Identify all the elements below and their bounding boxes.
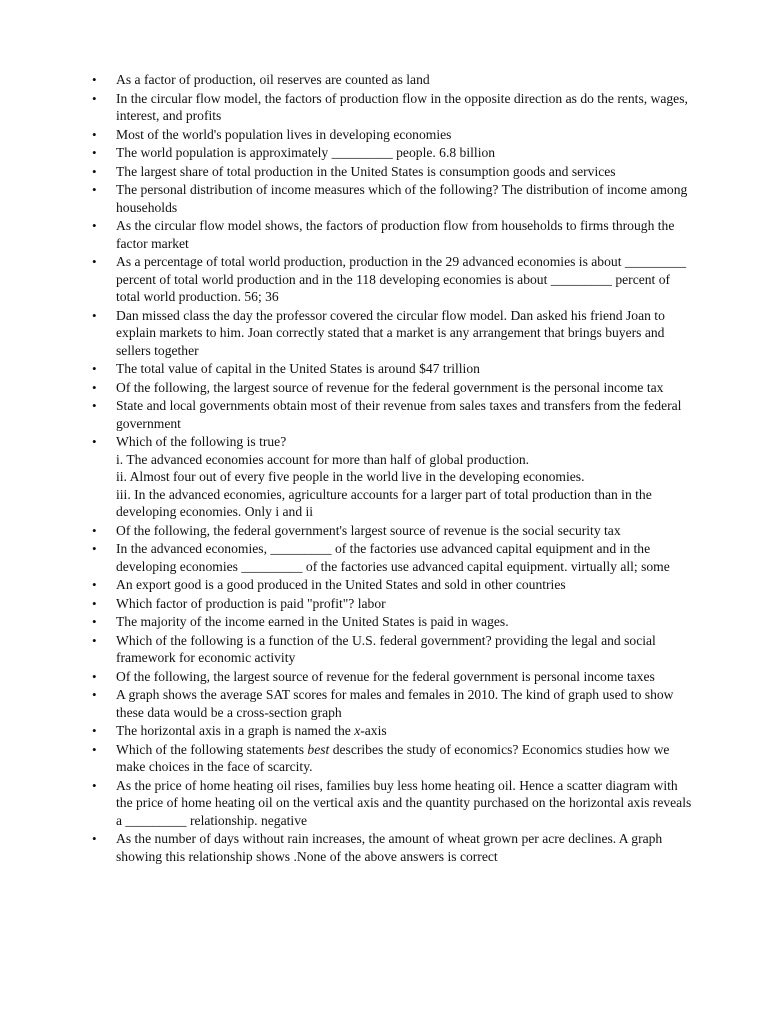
bullet-marker: • xyxy=(92,632,97,648)
list-item xyxy=(92,722,696,740)
list-item xyxy=(92,632,696,667)
bullet-marker: • xyxy=(92,90,97,106)
list-item xyxy=(92,613,696,631)
item-text: The largest share of total production in the United States is consumption goods and services xyxy=(116,163,616,179)
bullet-marker: • xyxy=(92,126,97,142)
item-text: Which factor of production is paid "profit"? labor xyxy=(116,595,386,611)
bullet-marker: • xyxy=(92,379,97,395)
list-item xyxy=(92,126,696,144)
bullet-marker: • xyxy=(92,218,97,233)
list-item xyxy=(92,668,696,686)
bullet-list xyxy=(92,71,696,866)
item-text: Dan missed class the day the professor covered the circular flow model. Dan asked his friend Joan to explain markets to him. Joan correctly stated that a market is any arrangement that brings buyers and sellers together xyxy=(116,307,665,358)
item-statement-ii: ii. Almost four out of every five people in the world live in the developing economies. xyxy=(116,469,585,484)
bullet-marker: • xyxy=(92,145,97,160)
list-item xyxy=(92,217,696,252)
list-item xyxy=(92,741,696,776)
bullet-marker: • xyxy=(92,595,97,611)
bullet-marker: • xyxy=(92,577,97,592)
item-text: As the circular flow model shows, the factors of production flow from households to firms through the factor market xyxy=(116,218,675,251)
list-item xyxy=(92,163,696,181)
item-text-post: describes the study of economics? Economics studies how we make choices in the face of scarcity. xyxy=(116,741,670,774)
bullet-marker: • xyxy=(92,254,97,269)
item-text-pre: Which of the following statements xyxy=(116,741,308,757)
item-text-post: -axis xyxy=(360,723,387,738)
item-text: The majority of the income earned in the United States is paid in wages. xyxy=(116,614,509,629)
bullet-marker: • xyxy=(92,182,97,197)
item-text: The total value of capital in the United States is around $47 trillion xyxy=(116,361,480,376)
list-item xyxy=(92,595,696,613)
list-item xyxy=(92,522,696,540)
bullet-marker: • xyxy=(92,307,97,323)
bullet-marker: • xyxy=(92,777,97,793)
list-item xyxy=(92,576,696,594)
item-text: As the price of home heating oil rises, families buy less home heating oil. Hence a scatter diagram with the price of home heating oil on the vertical axis and the quantity purchased on the horizontal axis reveals a _________ relationship. negative xyxy=(116,777,692,828)
list-item xyxy=(92,307,696,360)
item-statement-iii: iii. In the advanced economies, agriculture accounts for a larger part of total production than in the developing economies. Only i and ii xyxy=(116,486,652,519)
item-text-emphasis: x xyxy=(354,723,361,738)
list-item xyxy=(92,777,696,830)
item-statement-i: i. The advanced economies account for more than half of global production. xyxy=(116,451,530,467)
list-item xyxy=(92,181,696,216)
bullet-marker: • xyxy=(92,434,97,449)
bullet-marker: • xyxy=(92,541,97,556)
bullet-marker: • xyxy=(92,163,97,179)
item-text: In the advanced economies, _________ of the factories use advanced capital equipment and in the developing economies _________ of the factories use advanced capital equipment. virtually all; some xyxy=(116,541,670,574)
bullet-marker: • xyxy=(92,741,97,757)
list-item xyxy=(92,71,696,89)
item-text: As a percentage of total world production, production in the 29 advanced economies is about _________ percent of total world production and in the 118 developing economies is about _________ percent of total world production. 56; 36 xyxy=(116,254,687,304)
list-item xyxy=(92,253,696,306)
bullet-marker: • xyxy=(92,831,97,846)
list-item xyxy=(92,360,696,378)
list-item xyxy=(92,379,696,397)
item-text: Of the following, the largest source of revenue for the federal government is the personal income tax xyxy=(116,379,664,395)
bullet-marker: • xyxy=(92,614,97,629)
item-text-pre: The horizontal axis in a graph is named the xyxy=(116,723,355,738)
bullet-marker: • xyxy=(92,398,97,413)
bullet-marker: • xyxy=(92,72,97,87)
item-text: Of the following, the largest source of revenue for the federal government is personal income taxes xyxy=(116,668,655,684)
item-text-emphasis: best xyxy=(307,741,330,757)
item-text: The personal distribution of income measures which of the following? The distribution of income among households xyxy=(116,182,688,215)
list-item xyxy=(92,144,696,162)
list-item xyxy=(92,90,696,125)
item-text: As a factor of production, oil reserves are counted as land xyxy=(116,72,430,87)
item-question: Which of the following is true? xyxy=(116,434,287,449)
item-text: A graph shows the average SAT scores for males and females in 2010. The kind of graph used to show these data would be a cross-section graph xyxy=(116,687,674,720)
item-text: State and local governments obtain most of their revenue from sales taxes and transfers from the federal government xyxy=(116,398,682,431)
item-text: Of the following, the federal government's largest source of revenue is the social security tax xyxy=(116,522,621,538)
item-text: Most of the world's population lives in developing economies xyxy=(116,126,452,142)
list-item xyxy=(92,433,696,521)
item-text: Which of the following is a function of the U.S. federal government? providing the legal and social framework for economic activity xyxy=(116,632,656,665)
bullet-marker: • xyxy=(92,361,97,376)
item-text: In the circular flow model, the factors of production flow in the opposite direction as do the rents, wages, interest, and profits xyxy=(116,90,688,123)
bullet-marker: • xyxy=(92,522,97,538)
bullet-marker: • xyxy=(92,723,97,738)
list-item xyxy=(92,540,696,575)
list-item xyxy=(92,830,696,865)
item-text: As the number of days without rain increases, the amount of wheat grown per acre declines. A graph showing this relationship shows .None of the above answers is correct xyxy=(116,831,663,864)
bullet-marker: • xyxy=(92,687,97,702)
list-item xyxy=(92,686,696,721)
list-item xyxy=(92,397,696,432)
item-text: An export good is a good produced in the United States and sold in other countries xyxy=(116,577,566,592)
bullet-marker: • xyxy=(92,668,97,684)
item-text: The world population is approximately _________ people. 6.8 billion xyxy=(116,145,496,160)
